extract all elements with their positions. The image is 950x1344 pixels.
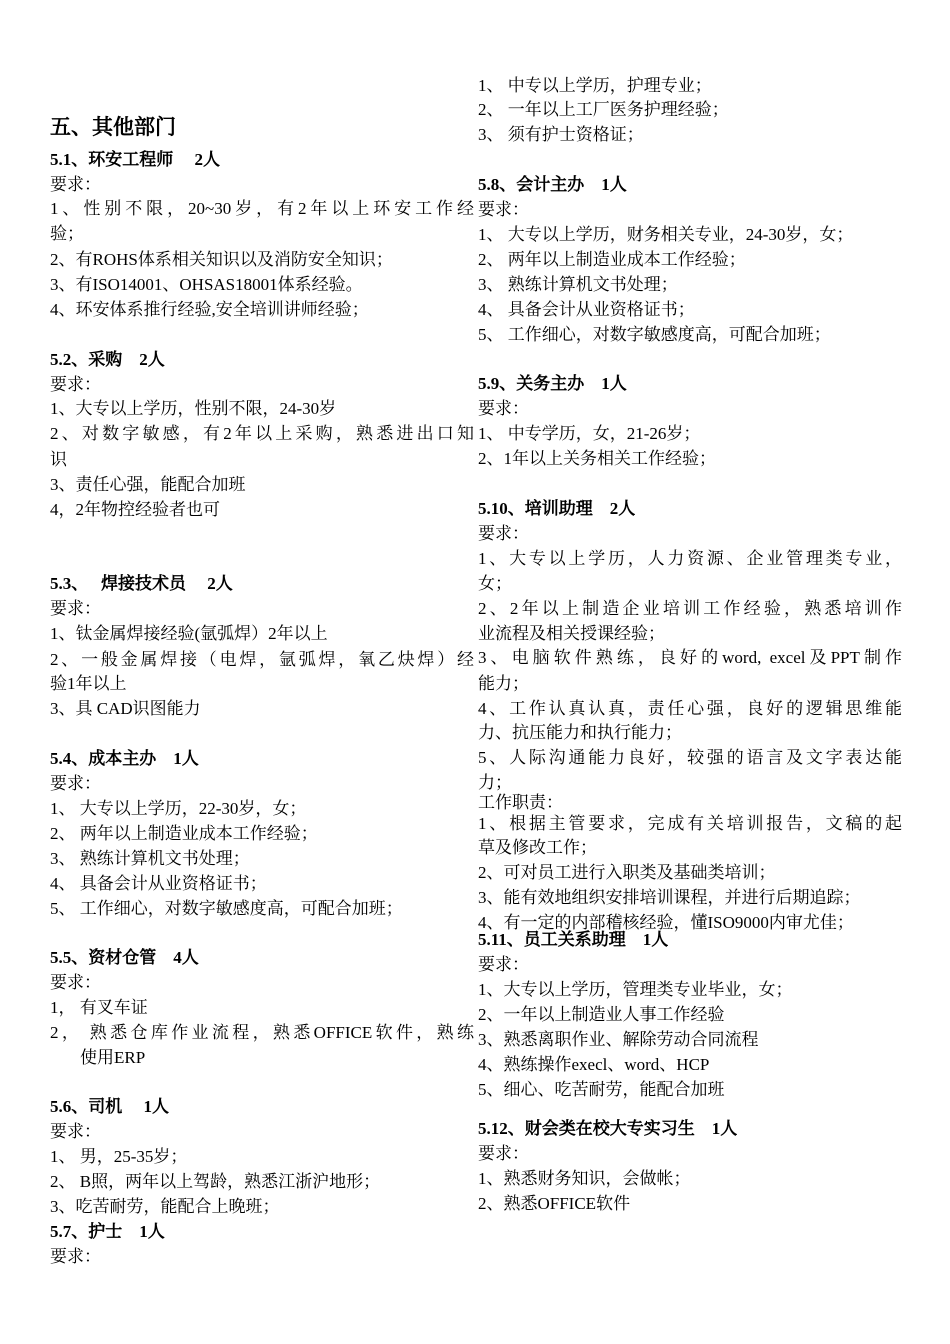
text-line: 1、熟悉财务知识，会做帐； xyxy=(478,1169,691,1188)
text-line: 要求： xyxy=(50,599,101,618)
text-line: 1、钛金属焊接经验(氩弧焊）2年以上 xyxy=(50,624,328,643)
text-line: 1、 中专以上学历，护理专业； xyxy=(478,76,712,95)
text-line: 4、环安体系推行经验,安全培训讲师经验； xyxy=(50,300,369,319)
text-line: 5、 工作细心，对数字敏感度高，可配合加班； xyxy=(478,325,831,344)
text-line: 3、吃苦耐劳，能配合上晚班； xyxy=(50,1197,280,1216)
text-line: 3、 熟练计算机文书处理； xyxy=(478,275,678,294)
text-line: 4、工作认真认真，责任心强，良好的逻辑思维能 xyxy=(478,699,902,718)
text-line: 4、 具备会计从业资格证书； xyxy=(478,300,695,319)
text-line: 2、对数字敏感，有2年以上采购，熟悉进出口知 xyxy=(50,424,474,443)
position-title: 5.4、成本主办 1人 xyxy=(50,749,199,768)
text-line: 2、 两年以上制造业成本工作经验； xyxy=(478,250,746,269)
text-line: 3、 须有护士资格证； xyxy=(478,125,644,144)
text-line: 要求： xyxy=(50,973,101,992)
text-line: 3、熟悉离职作业、解除劳动合同流程 xyxy=(478,1030,759,1049)
text-line: 要求： xyxy=(50,375,101,394)
text-line: 要求： xyxy=(478,1144,529,1163)
text-line: 力、抗压能力和执行能力； xyxy=(478,723,682,742)
text-line: 3、 熟练计算机文书处理； xyxy=(50,849,250,868)
text-line: 使用ERP xyxy=(80,1048,146,1067)
text-line: 1、根据主管要求，完成有关培训报告，文稿的起 xyxy=(478,814,902,833)
text-line: 5、细心、吃苦耐劳，能配合加班 xyxy=(478,1080,725,1099)
text-line: 4、有一定的内部稽核经验，懂ISO9000内审尤佳； xyxy=(478,913,854,932)
position-title: 5.8、会计主办 1人 xyxy=(478,175,627,194)
text-line: 1、大专以上学历，管理类专业毕业，女； xyxy=(478,980,793,999)
text-line: 3、有ISO14001、OHSAS18001体系经验。 xyxy=(50,275,363,294)
position-title: 5.6、司机 1人 xyxy=(50,1097,169,1116)
text-line: 2、2年以上制造企业培训工作经验，熟悉培训作 xyxy=(478,599,902,618)
text-line: 2、可对员工进行入职类及基础类培训； xyxy=(478,863,776,882)
text-line: 3、电脑软件熟练，良好的word, excel及PPT制作 xyxy=(478,648,902,667)
text-line: 业流程及相关授课经验； xyxy=(478,624,665,643)
section-heading: 五、其他部门 xyxy=(50,115,176,139)
position-title: 5.10、培训助理 2人 xyxy=(478,499,636,518)
position-title: 5.1、环安工程师 2人 xyxy=(50,150,220,169)
position-title: 5.7、护士 1人 xyxy=(50,1222,165,1241)
text-line: 女； xyxy=(478,574,512,593)
text-line: 4、熟练操作execl、word、HCP xyxy=(478,1055,710,1074)
text-line: 能力； xyxy=(478,674,529,693)
text-line: 5、 工作细心，对数字敏感度高，可配合加班； xyxy=(50,899,403,918)
text-line: 要求： xyxy=(50,1247,101,1266)
text-line: 5、人际沟通能力良好，较强的语言及文字表达能 xyxy=(478,748,902,767)
position-title: 5.3、 焊接技术员 2人 xyxy=(50,574,233,593)
text-line: 2、1年以上关务相关工作经验； xyxy=(478,449,716,468)
text-line: 1、大专以上学历，性别不限，24-30岁 xyxy=(50,399,337,418)
text-line: 1， 有叉车证 xyxy=(50,998,148,1017)
text-line: 工作职责： xyxy=(478,793,563,812)
text-line: 要求： xyxy=(50,175,101,194)
text-line: 2、有ROHS体系相关知识以及消防安全知识； xyxy=(50,250,393,269)
text-line: 2、 两年以上制造业成本工作经验； xyxy=(50,824,318,843)
text-line: 1、大专以上学历，人力资源、企业管理类专业， xyxy=(478,549,902,568)
text-line: 1、性别不限，20~30岁，有2年以上环安工作经 xyxy=(50,199,474,218)
text-line: 验； xyxy=(50,224,84,243)
text-line: 要求： xyxy=(478,524,529,543)
position-title: 5.5、资材仓管 4人 xyxy=(50,948,199,967)
text-line: 1、 中专学历，女，21-26岁； xyxy=(478,424,701,443)
text-line: 3、能有效地组织安排培训课程，并进行后期追踪； xyxy=(478,888,861,907)
text-line: 1、 男，25-35岁； xyxy=(50,1147,188,1166)
text-line: 4、 具备会计从业资格证书； xyxy=(50,874,267,893)
text-line: 2、一年以上制造业人事工作经验 xyxy=(478,1005,725,1024)
text-line: 2， 熟悉仓库作业流程，熟悉OFFICE软件，熟练 xyxy=(50,1023,474,1042)
text-line: 草及修改工作； xyxy=(478,838,597,857)
text-line: 2、一般金属焊接（电焊，氩弧焊，氧乙炔焊）经 xyxy=(50,650,474,669)
text-line: 要求： xyxy=(478,399,529,418)
text-line: 1、 大专以上学历，财务相关专业，24-30岁，女； xyxy=(478,225,854,244)
text-line: 1、 大专以上学历，22-30岁，女； xyxy=(50,799,307,818)
text-line: 2、 一年以上工厂医务护理经验； xyxy=(478,100,729,119)
text-line: 3、具 CAD识图能力 xyxy=(50,699,201,718)
text-line: 力； xyxy=(478,773,512,792)
text-line: 要求： xyxy=(478,955,529,974)
text-line: 验1年以上 xyxy=(50,674,127,693)
text-line: 识 xyxy=(50,450,67,469)
position-title: 5.9、关务主办 1人 xyxy=(478,374,627,393)
text-line: 2、熟悉OFFICE软件 xyxy=(478,1194,631,1213)
text-line: 4，2年物控经验者也可 xyxy=(50,500,220,519)
position-title: 5.2、采购 2人 xyxy=(50,350,165,369)
text-line: 要求： xyxy=(50,774,101,793)
text-line: 3、责任心强，能配合加班 xyxy=(50,475,246,494)
position-title: 5.12、财会类在校大专实习生 1人 xyxy=(478,1119,738,1138)
text-line: 要求： xyxy=(50,1122,101,1141)
position-title: 5.11、员工关系助理 1人 xyxy=(478,930,669,949)
text-line: 要求： xyxy=(478,200,529,219)
text-line: 2、 B照，两年以上驾龄，熟悉江浙沪地形； xyxy=(50,1172,381,1191)
